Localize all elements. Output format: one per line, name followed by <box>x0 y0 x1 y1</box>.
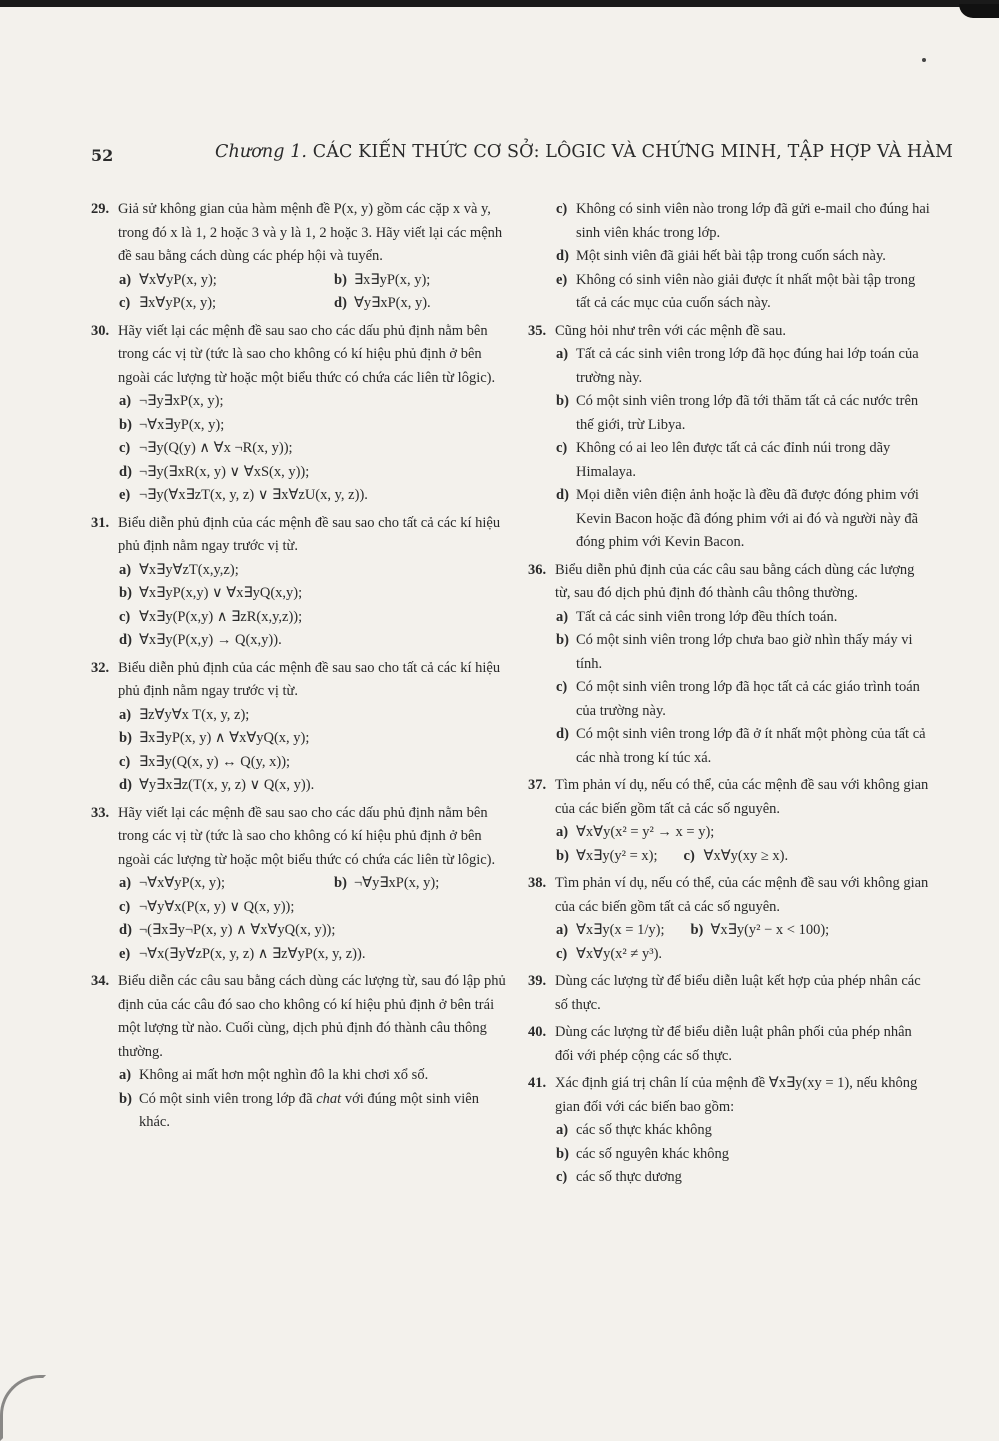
exercise-item: a) ¬∀x∀yP(x, y); <box>119 875 226 891</box>
exercise-text: Dùng các lượng từ để biểu diễn luật kết hợp của phép nhân các số thực. <box>555 973 921 1013</box>
page-curl-shadow <box>0 1375 46 1441</box>
exercise-item: b) Có một sinh viên trong lớp đã tới thăm tất cả các nước trên thế giới, trừ Libya. <box>556 393 919 433</box>
exercise-item: b) ∀x∃y(y² − x < 100); <box>690 922 830 938</box>
exercise-item: e) ¬∃y(∀x∃zT(x, y, z) ∨ ∃x∀zU(x, y, z)). <box>119 487 368 503</box>
exercise-number: 32. <box>91 659 110 676</box>
exercise-30 <box>91 320 506 508</box>
exercise-40 <box>528 1021 933 1068</box>
chat-word: chat <box>316 1090 342 1107</box>
exercise-33 <box>91 802 506 967</box>
exercise-38 <box>528 872 933 966</box>
exercise-35 <box>528 320 933 555</box>
scan-top-border <box>0 0 999 7</box>
exercise-item: d) ∀y∃x∃z(T(x, y, z) ∨ Q(x, y)). <box>119 777 315 793</box>
exercise-item: d) Mọi diễn viên điện ảnh hoặc là đều đã được đóng phim với Kevin Bacon hoặc đã đóng phim với ai đó và người này đã đóng phim với Kevin Bacon. <box>556 487 919 550</box>
exercise-item: a) Không ai mất hơn một nghìn đô la khi chơi xổ số. <box>119 1067 429 1083</box>
exercise-item: a) ¬∃y∃xP(x, y); <box>119 393 224 409</box>
exercise-text: Hãy viết lại các mệnh đề sau sao cho các dấu phủ định nằm bên trong các vị từ (tức là sao cho không có kí hiệu phủ định ở bên ngoài các lượng từ hoặc một biểu thức có chứa các liên từ lôgic). <box>118 804 496 868</box>
exercise-item: d) ∀x∃y(P(x,y) → Q(x,y)). <box>119 632 282 648</box>
exercise-item: d) Có một sinh viên trong lớp đã ở ít nhất một phòng của tất cả các nhà trong kí túc xá. <box>556 726 926 766</box>
exercise-number: 31. <box>91 514 110 531</box>
scan-speck <box>922 58 926 62</box>
exercise-39 <box>528 970 933 1017</box>
exercise-34-continued <box>528 198 933 316</box>
exercise-number: 33. <box>91 804 110 821</box>
exercise-number: 29. <box>91 201 110 217</box>
exercise-number: 40. <box>528 1024 547 1040</box>
exercise-item: c) ¬∀y∀x(P(x, y) ∨ Q(x, y)); <box>119 898 295 915</box>
exercise-text: Dùng các lượng từ để biểu diễn luật phân phối của phép nhân đối với phép cộng các số thực. <box>555 1024 912 1064</box>
right-column <box>528 198 933 1194</box>
exercise-text: Cũng hỏi như trên với các mệnh đề sau. <box>555 322 786 339</box>
exercise-item: a) ∀x∀yP(x, y); <box>119 271 217 288</box>
exercise-number: 37. <box>528 777 547 793</box>
exercise-item: d) Một sinh viên đã giải hết bài tập trong cuốn sách này. <box>556 248 886 264</box>
exercise-number: 35. <box>528 322 547 339</box>
exercise-31 <box>91 512 506 653</box>
exercise-item: c) ∀x∀y(xy ≥ x). <box>683 847 789 864</box>
exercise-item: a) Tất cả các sinh viên trong lớp đã học đúng hai lớp toán của trường này. <box>556 346 919 386</box>
exercise-item: c) ∀x∃y(P(x,y) ∧ ∃zR(x,y,z)); <box>119 608 303 625</box>
exercise-item: d) ∀y∃xP(x, y). <box>334 295 431 311</box>
exercise-number: 34. <box>91 973 110 989</box>
exercise-item: b) các số nguyên khác không <box>556 1145 730 1162</box>
exercise-29 <box>91 198 506 316</box>
exercise-item: d) ¬(∃x∃y¬P(x, y) ∧ ∀x∀yQ(x, y)); <box>119 922 336 938</box>
exercise-text: Hãy viết lại các mệnh đề sau sao cho các dấu phủ định nằm bên trong các vị từ (tức là sao cho không có kí hiệu phủ định ở bên ngoài các lượng từ hoặc một biểu thức có chứa các liên từ lôgic). <box>118 322 496 386</box>
exercise-item: a) ∀x∃y(x = 1/y); <box>556 922 665 938</box>
exercise-item: c) ∃x∀yP(x, y); <box>119 295 217 311</box>
exercise-number: 41. <box>528 1075 547 1091</box>
exercise-item: b) ∃x∃yP(x, y); <box>334 271 431 288</box>
exercise-37 <box>528 774 933 868</box>
exercise-text: Biểu diễn phủ định của các mệnh đề sau sao cho tất cả các kí hiệu phủ định nằm ngay trước vị từ. <box>118 514 501 554</box>
exercise-item: a) ∀x∃y∀zT(x,y,z); <box>119 561 239 578</box>
exercise-item: b) ∀x∃yP(x,y) ∨ ∀x∃yQ(x,y); <box>119 585 303 601</box>
exercise-item: c) Có một sinh viên trong lớp đã học tất cả các giáo trình toán của trường này. <box>556 679 920 719</box>
exercise-item: e) Không có sinh viên nào giải được ít nhất một bài tập trong tất cả các mục của cuốn sách này. <box>556 271 916 311</box>
scan-top-corner <box>959 4 999 18</box>
exercise-item: c) Không có sinh viên nào trong lớp đã gửi e-mail cho đúng hai sinh viên khác trong lớp. <box>556 201 930 241</box>
exercise-item: e) ¬∀x(∃y∀zP(x, y, z) ∧ ∃z∀yP(x, y, z)). <box>119 945 366 962</box>
exercise-text: Biểu diễn phủ định của các câu sau bằng cách dùng các lượng từ, sau đó dịch phủ định đó thành câu thông thường. <box>555 561 915 601</box>
page-number: 52 <box>91 146 114 165</box>
exercise-36 <box>528 559 933 771</box>
exercise-41 <box>528 1072 933 1190</box>
exercise-text: Tìm phản ví dụ, nếu có thể, của các mệnh đề sau với không gian của các biến gồm tất cả các số nguyên. <box>555 777 929 817</box>
exercise-item: b) Có một sinh viên trong lớp chưa bao giờ nhìn thấy máy vi tính. <box>556 632 913 672</box>
exercise-item: c) ¬∃y(Q(y) ∧ ∀x ¬R(x, y)); <box>119 440 293 456</box>
exercise-item: b) ¬∀x∃yP(x, y); <box>119 416 225 433</box>
exercise-text: Tìm phản ví dụ, nếu có thể, của các mệnh đề sau với không gian của các biến gồm tất cả các số nguyên. <box>555 875 929 915</box>
exercise-item: c) Không có ai leo lên được tất cả các đỉnh núi trong dãy Himalaya. <box>556 440 891 480</box>
exercise-item: a) các số thực khác không <box>556 1122 712 1138</box>
exercise-item: b) ∃x∃yP(x, y) ∧ ∀x∀yQ(x, y); <box>119 730 310 746</box>
exercise-32 <box>91 657 506 798</box>
exercise-number: 39. <box>528 973 547 989</box>
exercise-item: a) Tất cả các sinh viên trong lớp đều thích toán. <box>556 608 838 625</box>
running-header <box>215 142 953 162</box>
exercise-item: d) ¬∃y(∃xR(x, y) ∨ ∀xS(x, y)); <box>119 463 310 480</box>
exercise-number: 30. <box>91 322 110 339</box>
exercise-text: Giả sử không gian của hàm mệnh đề P(x, y) gồm các cặp x và y, trong đó x là 1, 2 hoặc 3 và y là 1, 2 hoặc 3. Hãy viết lại các mệnh đề sau bằng cách dùng các phép hội và tuyển. <box>118 201 503 264</box>
exercise-item: b) Có một sinh viên trong lớp đã chat với đúng một sinh viên khác. <box>119 1090 479 1130</box>
exercise-number: 38. <box>528 875 547 891</box>
exercise-text: Xác định giá trị chân lí của mệnh đề ∀x∃y(xy = 1), nếu không gian đối với các biến bao gồm: <box>555 1075 918 1115</box>
exercise-text: Biểu diễn các câu sau bằng cách dùng các lượng từ, sau đó lập phủ định của các câu đó sao cho không có kí hiệu phủ định ở bên trái một lượng từ nào. Cuối cùng, dịch phủ định đó thành câu thông thường. <box>118 973 506 1060</box>
exercise-item: c) ∃x∃y(Q(x, y) ↔ Q(y, x)); <box>119 753 291 770</box>
header-title: CÁC KIẾN THỨC CƠ SỞ: LÔGIC VÀ CHỨNG MINH, TẬP HỢP VÀ HÀM <box>312 142 954 162</box>
exercise-item: a) ∃z∀y∀x T(x, y, z); <box>119 706 250 723</box>
exercise-item: c) ∀x∀y(x² ≠ y³). <box>556 945 663 962</box>
exercise-item: b) ∀x∃y(y² = x); <box>556 847 658 864</box>
exercise-item: b) ¬∀y∃xP(x, y); <box>334 875 440 891</box>
header-chapter: Chương 1. <box>215 142 308 162</box>
exercise-item: c) các số thực dương <box>556 1169 682 1185</box>
left-column <box>91 198 506 1139</box>
exercise-34 <box>91 970 506 1135</box>
exercise-number: 36. <box>528 561 547 578</box>
exercise-item: a) ∀x∀y(x² = y² → x = y); <box>556 824 715 840</box>
exercise-text: Biểu diễn phủ định của các mệnh đề sau sao cho tất cả các kí hiệu phủ định nằm ngay trước vị từ. <box>118 659 501 699</box>
